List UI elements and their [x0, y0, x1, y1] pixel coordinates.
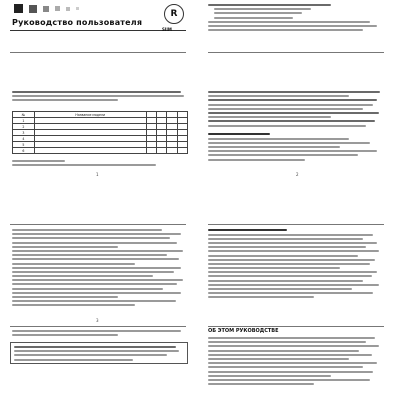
table-cell: 2 — [13, 124, 35, 130]
divider — [208, 52, 384, 53]
header-squares — [14, 4, 79, 13]
text-block — [208, 133, 384, 163]
table-cell: 1 — [13, 118, 35, 124]
table-cell: 3 — [13, 130, 35, 136]
table-header: № — [13, 112, 35, 118]
table-cell — [34, 148, 146, 154]
model-table — [12, 111, 188, 154]
table-cell — [157, 148, 167, 154]
table-cell: 5 — [13, 142, 35, 148]
title-underline — [10, 30, 186, 31]
section-heading: ОБ ЭТОМ РУКОВОДСТВЕ — [208, 328, 279, 334]
text-block — [208, 4, 384, 33]
page-number: 1 — [96, 172, 99, 177]
square-icon — [76, 7, 79, 10]
page-number: 3 — [96, 318, 99, 323]
text-block — [12, 330, 188, 338]
table-cell: 4 — [13, 136, 35, 142]
text-block — [208, 229, 384, 301]
divider — [208, 326, 384, 327]
table-cell — [177, 148, 187, 154]
square-icon — [55, 6, 60, 11]
divider — [10, 224, 186, 225]
page-title: Руководство пользователя — [12, 18, 143, 27]
table-row — [13, 148, 188, 154]
text-block — [208, 91, 384, 129]
table-header: Название модели — [34, 112, 146, 118]
square-icon — [43, 6, 49, 12]
square-icon — [14, 4, 23, 13]
text-block — [12, 160, 188, 168]
page-number: 2 — [296, 172, 299, 177]
notice-box — [10, 342, 188, 364]
square-icon — [66, 7, 70, 11]
text-block — [12, 91, 188, 104]
table-cell — [146, 148, 156, 154]
divider — [10, 326, 186, 327]
table-cell — [167, 148, 177, 154]
square-icon — [29, 5, 37, 13]
certification-badge-icon: R — [164, 4, 184, 24]
text-block — [208, 337, 384, 387]
text-block — [12, 229, 188, 309]
divider — [208, 224, 384, 225]
table-cell: 6 — [13, 148, 35, 154]
badge-label: SIIM — [162, 27, 172, 32]
divider — [10, 52, 186, 53]
